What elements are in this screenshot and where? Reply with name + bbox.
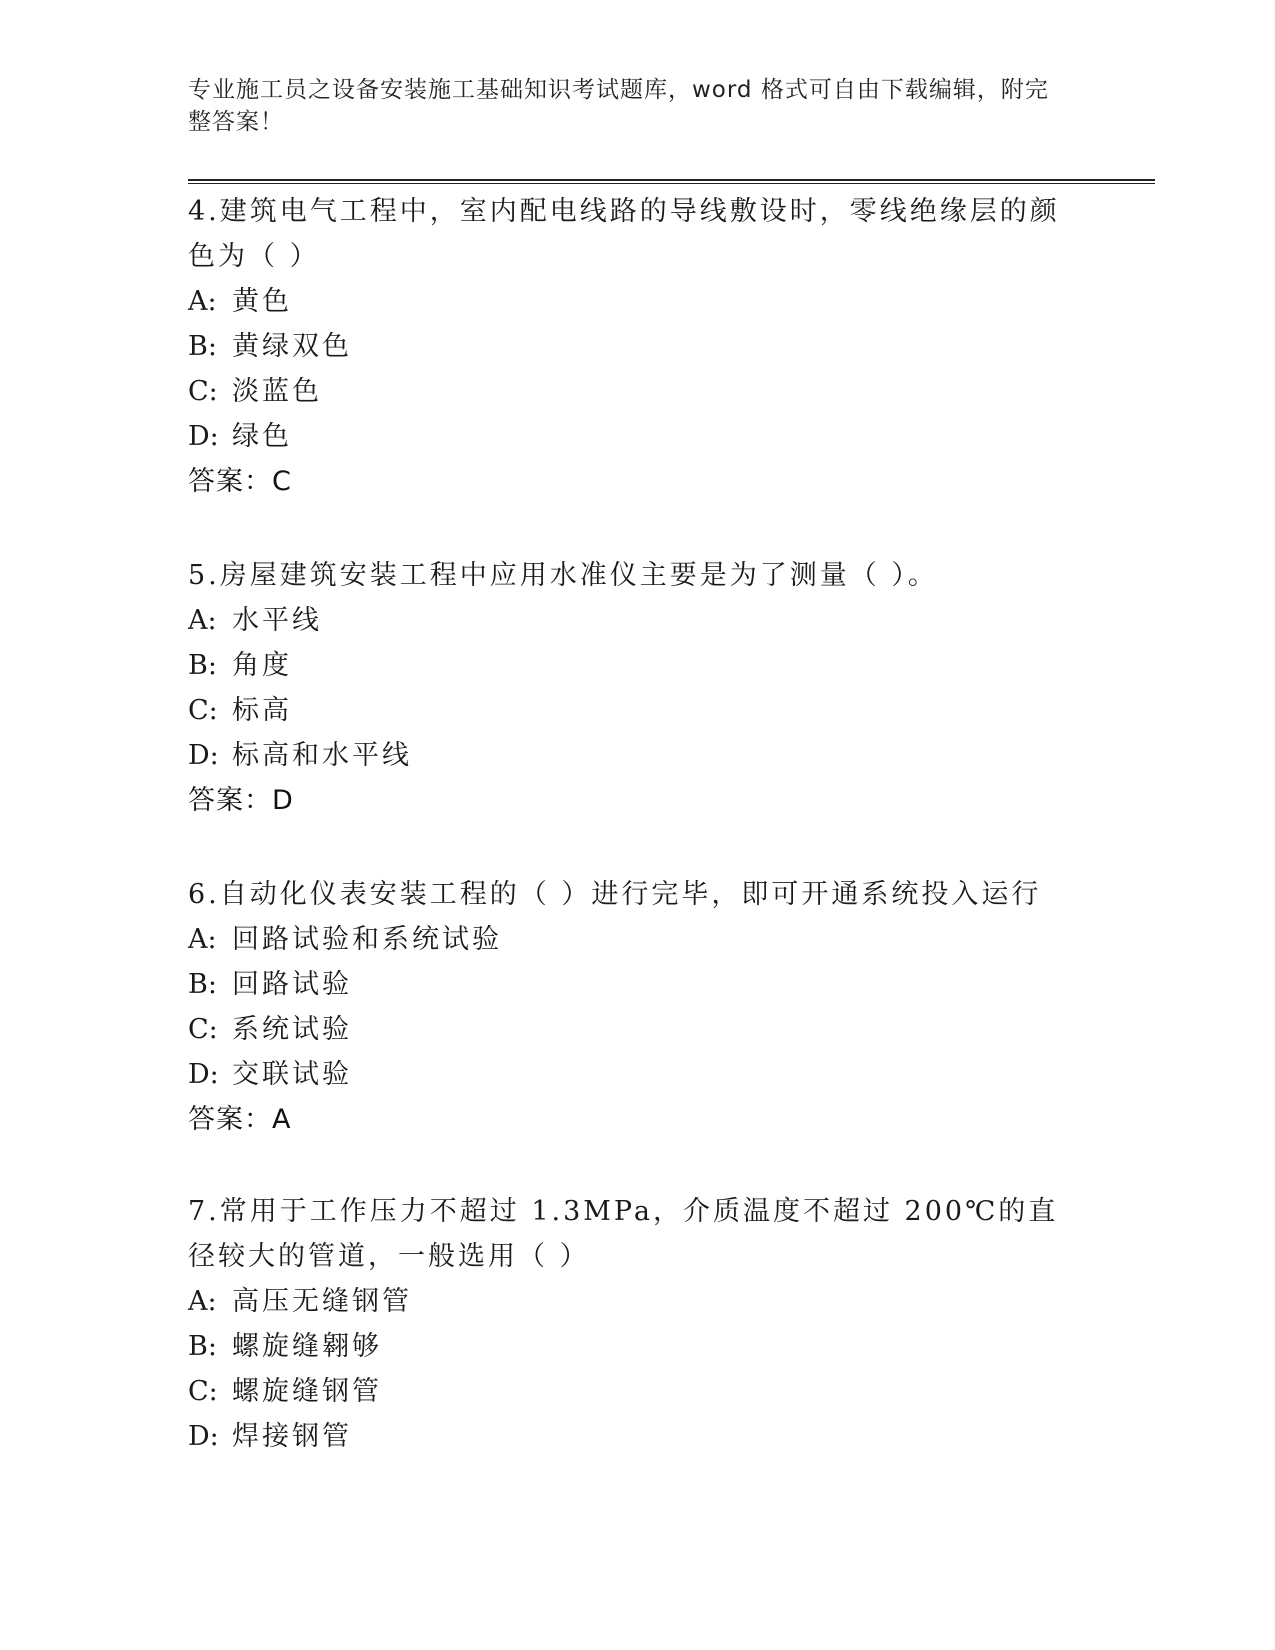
option-letter: B: xyxy=(188,650,217,681)
option-c xyxy=(188,688,1068,733)
option-text: 回路试验 xyxy=(232,969,352,1000)
answer-line: 答案：A xyxy=(188,1104,292,1135)
option-a xyxy=(188,279,1068,324)
option-a xyxy=(188,598,1068,643)
option-letter: D: xyxy=(188,421,219,452)
option-c xyxy=(188,369,1068,414)
question-block xyxy=(188,1189,1068,1459)
question-text: 4.建筑电气工程中，室内配电线路的导线敷设时，零线绝缘层的颜色为（ ） xyxy=(188,196,1060,272)
option-letter: C: xyxy=(188,376,218,407)
question-text: 5.房屋建筑安装工程中应用水准仪主要是为了测量（ ）。 xyxy=(188,560,938,591)
answer-line: 答案：C xyxy=(188,466,292,497)
option-c xyxy=(188,1007,1068,1052)
option-b xyxy=(188,643,1068,688)
option-text: 黄色 xyxy=(232,286,292,317)
option-text: 淡蓝色 xyxy=(232,376,322,407)
header-divider-thick xyxy=(188,179,1155,181)
option-text: 螺旋缝翱够 xyxy=(232,1331,382,1362)
option-text: 标高 xyxy=(232,695,292,726)
option-letter: D: xyxy=(188,1059,219,1090)
option-text: 回路试验和系统试验 xyxy=(232,924,502,955)
option-text: 水平线 xyxy=(232,605,322,636)
option-letter: C: xyxy=(188,695,218,726)
question-block xyxy=(188,553,1068,823)
header-divider-thin xyxy=(188,183,1155,184)
option-a xyxy=(188,1279,1068,1324)
option-letter: B: xyxy=(188,1331,217,1362)
option-letter: B: xyxy=(188,969,217,1000)
option-b xyxy=(188,324,1068,369)
option-letter: D: xyxy=(188,740,219,771)
option-d xyxy=(188,1052,1068,1097)
option-text: 系统试验 xyxy=(232,1014,352,1045)
option-letter: A: xyxy=(188,605,217,636)
option-b xyxy=(188,1324,1068,1369)
option-letter: C: xyxy=(188,1014,218,1045)
document-header: 专业施工员之设备安装施工基础知识考试题库，word 格式可自由下载编辑，附完整答案！ xyxy=(188,77,1049,135)
option-text: 黄绿双色 xyxy=(232,331,352,362)
question-text: 7.常用于工作压力不超过 1.3MPa，介质温度不超过 200℃的直径较大的管道，一般选用（ ） xyxy=(188,1196,1059,1272)
option-d xyxy=(188,414,1068,459)
option-c xyxy=(188,1369,1068,1414)
option-b xyxy=(188,962,1068,1007)
option-letter: D: xyxy=(188,1421,219,1452)
option-letter: A: xyxy=(188,1286,217,1317)
option-d xyxy=(188,733,1068,778)
option-text: 标高和水平线 xyxy=(232,740,412,771)
option-letter: A: xyxy=(188,924,217,955)
option-letter: C: xyxy=(188,1376,218,1407)
option-text: 角度 xyxy=(232,650,292,681)
option-text: 螺旋缝钢管 xyxy=(232,1376,382,1407)
question-block xyxy=(188,872,1068,1142)
option-text: 高压无缝钢管 xyxy=(232,1286,412,1317)
answer-line: 答案：D xyxy=(188,785,294,816)
question-block xyxy=(188,189,1068,504)
option-letter: B: xyxy=(188,331,217,362)
option-a xyxy=(188,917,1068,962)
option-text: 绿色 xyxy=(232,421,292,452)
option-letter: A: xyxy=(188,286,217,317)
option-text: 焊接钢管 xyxy=(232,1421,352,1452)
option-d xyxy=(188,1414,1068,1459)
option-text: 交联试验 xyxy=(232,1059,352,1090)
question-text: 6.自动化仪表安装工程的（ ）进行完毕，即可开通系统投入运行 xyxy=(188,879,1042,910)
